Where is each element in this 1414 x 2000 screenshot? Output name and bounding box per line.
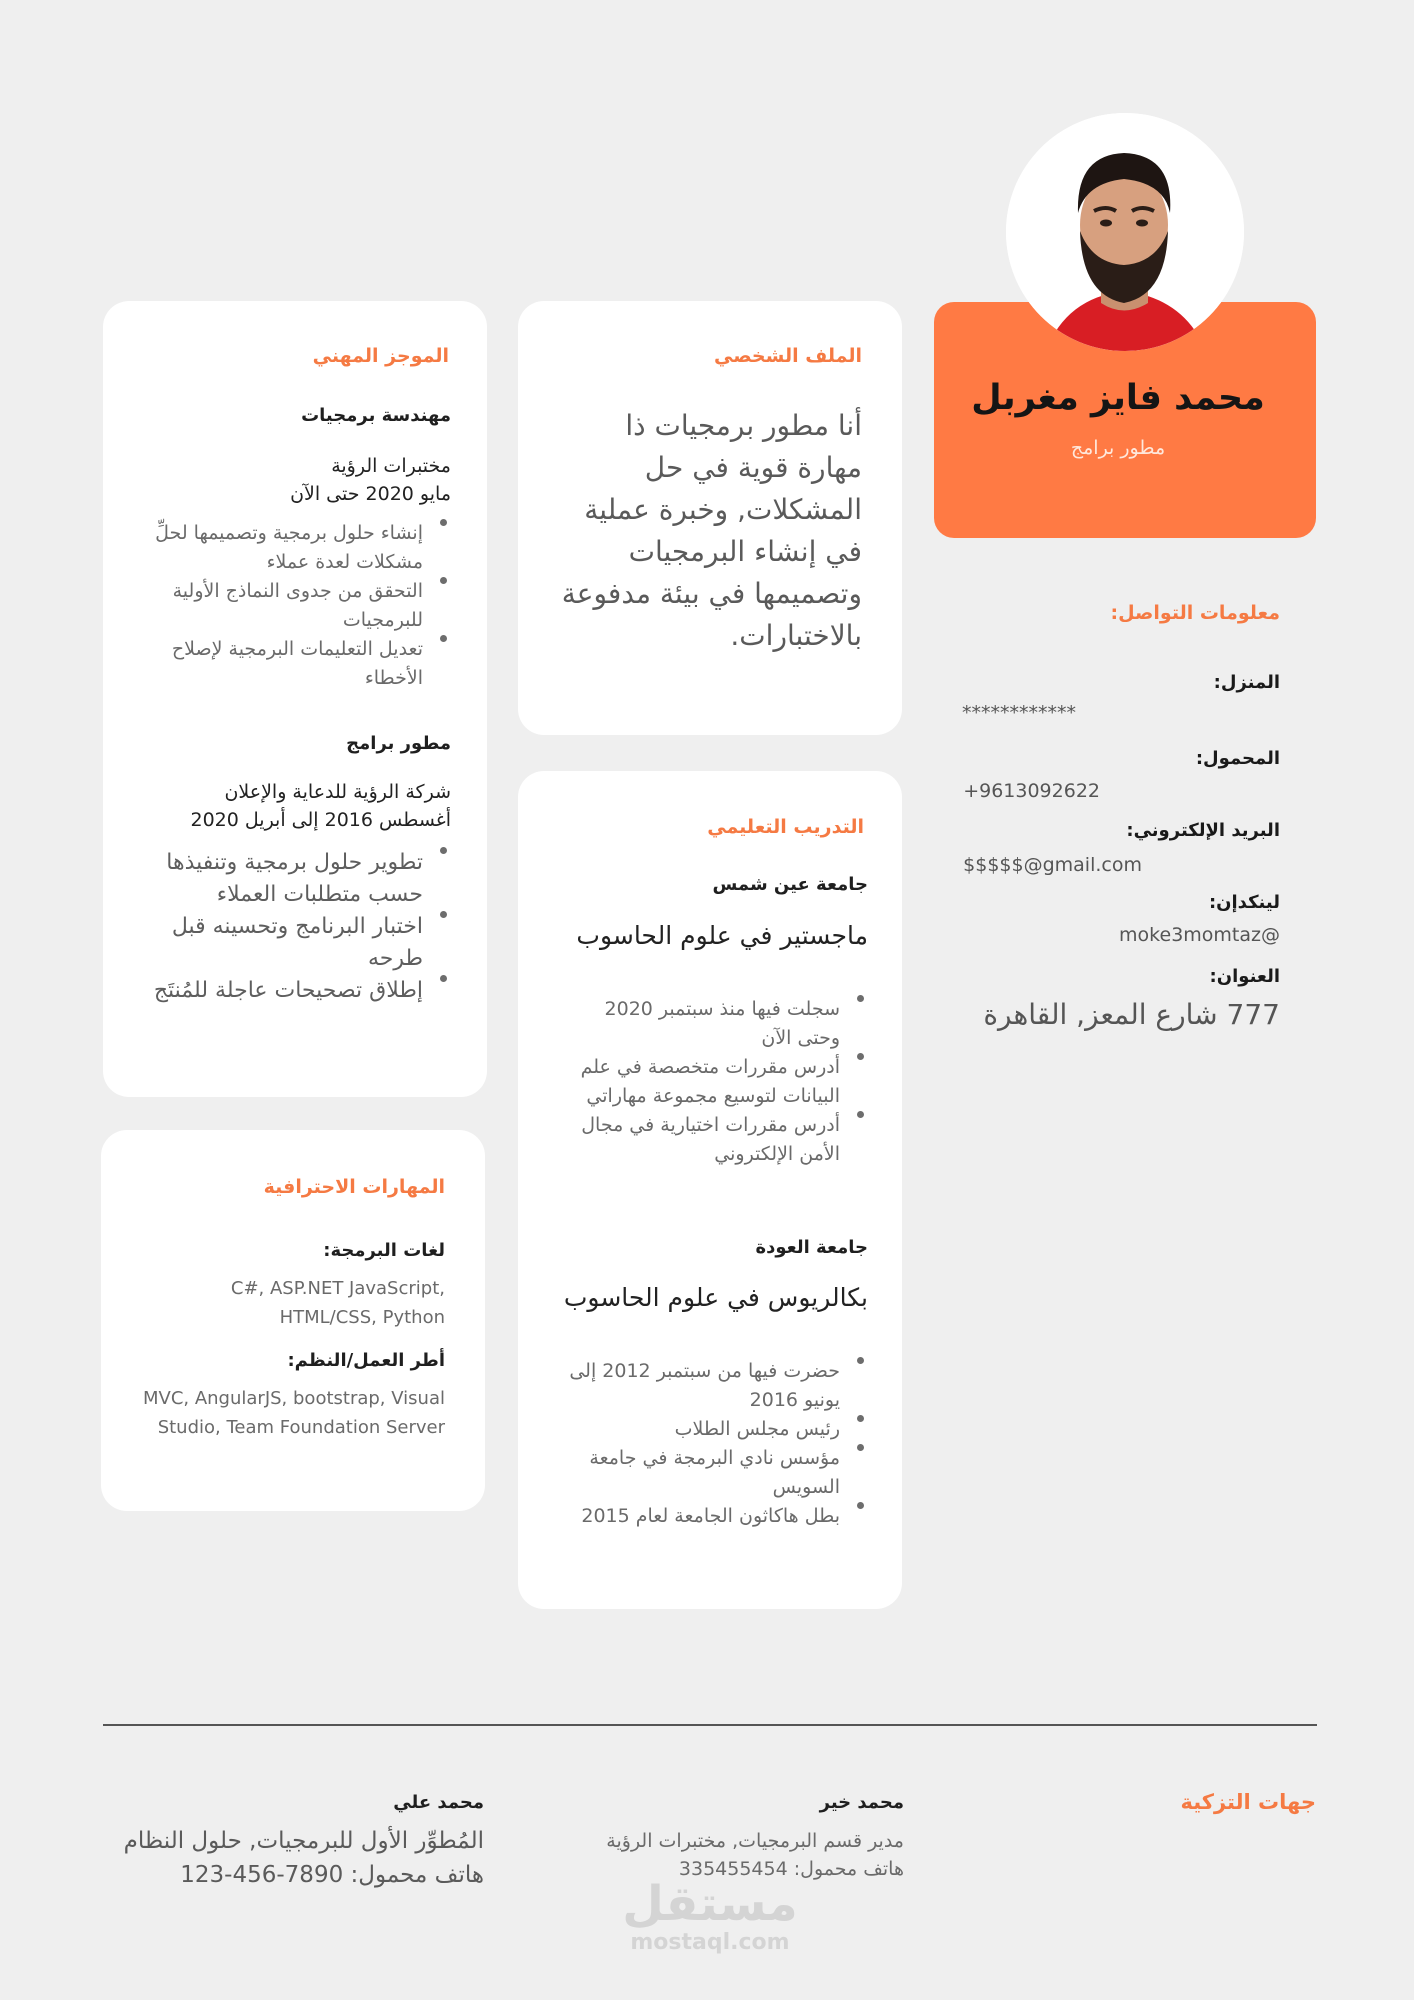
home-value: ************ — [962, 702, 1076, 724]
profile-text: أنا مطور برمجيات ذا مهارة قوية في حل المشكلات, وخبرة عملية في إنشاء البرمجيات وتصميمها في بيئة مدفوعة بالاختبارات. — [561, 409, 862, 652]
school-bullets — [550, 1357, 840, 1531]
address-label: العنوان: — [1209, 966, 1280, 987]
job-period: أغسطس 2016 إلى أبريل 2020 — [190, 809, 451, 831]
watermark-brand: مستقل — [622, 1876, 798, 1932]
avatar — [1006, 113, 1244, 351]
list-item: مؤسس نادي البرمجة في جامعة السويس — [550, 1444, 840, 1502]
job-role: مهندسة برمجيات — [301, 405, 451, 426]
watermark-logo — [610, 1878, 810, 1955]
address-value: 777 شارع المعز, القاهرة — [983, 998, 1280, 1031]
email-value[interactable]: $$$$$@gmail.com — [963, 854, 1142, 876]
list-item: إنشاء حلول برمجية وتصميمها لحلِّ مشكلات لعدة عملاء — [133, 519, 423, 577]
list-item: حضرت فيها من سبتمبر 2012 إلى يونيو 2016 — [550, 1357, 840, 1415]
contact-title: معلومات التواصل: — [1110, 602, 1280, 624]
job-bullets — [133, 847, 423, 1007]
list-item: اختبار البرنامج وتحسينه قبل طرحه — [133, 911, 423, 975]
divider — [103, 1724, 1317, 1726]
linkedin-label: لينكدإن: — [1208, 892, 1280, 913]
list-item: أدرس مقررات اختيارية في مجال الأمن الإلكتروني — [560, 1111, 840, 1169]
watermark-site: mostaql.com — [630, 1930, 790, 1955]
home-label: المنزل: — [1213, 672, 1280, 693]
job-role: مطور برامج — [346, 733, 451, 754]
list-item: سجلت فيها منذ سبتمبر 2020 وحتى الآن — [560, 995, 840, 1053]
frameworks-value: MVC, AngularJS, bootstrap, Visual Studio, Team Foundation Server — [142, 1388, 445, 1438]
skills-title: المهارات الاحترافية — [263, 1176, 445, 1198]
languages-label: لغات البرمجة: — [323, 1240, 445, 1261]
job-bullets — [133, 519, 423, 693]
degree: ماجستير في علوم الحاسوب — [576, 921, 868, 950]
list-item: تطوير حلول برمجية وتنفيذها حسب متطلبات العملاء — [133, 847, 423, 911]
reference-phone: هاتف محمول: 335455454 — [678, 1858, 904, 1880]
job-period: مايو 2020 حتى الآن — [290, 483, 451, 505]
email-label: البريد الإلكتروني: — [1126, 820, 1280, 841]
mobile-value[interactable]: +9613092622 — [963, 780, 1100, 802]
full-name: محمد فايز مغربل — [971, 378, 1265, 418]
list-item: تعديل التعليمات البرمجية لإصلاح الأخطاء — [133, 635, 423, 693]
experience-title: الموجز المهني — [312, 345, 449, 367]
job-company: مختبرات الرؤية — [331, 455, 451, 477]
portrait-icon — [1006, 113, 1244, 351]
languages-value: C#, ASP.NET JavaScript, HTML/CSS, Python — [230, 1278, 445, 1328]
profile-title: الملف الشخصي — [713, 345, 862, 367]
reference-role: مدير قسم البرمجيات, مختبرات الرؤية — [606, 1830, 904, 1852]
linkedin-value[interactable]: moke3momtaz@ — [1119, 924, 1280, 946]
profile-card — [518, 301, 902, 735]
reference-name: محمد علي — [393, 1792, 484, 1813]
list-item: رئيس مجلس الطلاب — [550, 1415, 840, 1444]
list-item: أدرس مقررات متخصصة في علم البيانات لتوسيع مجموعة مهاراتي — [560, 1053, 840, 1111]
reference-role: المُطوِّر الأول للبرمجيات, حلول النظام — [123, 1828, 484, 1854]
job-title: مطور برامج — [1070, 437, 1166, 459]
school-bullets — [560, 995, 840, 1169]
list-item: التحقق من جدوى النماذج الأولية للبرمجيات — [133, 577, 423, 635]
school-name: جامعة عين شمس — [712, 874, 868, 895]
references-title: جهات التزكية — [1180, 1790, 1316, 1814]
job-company: شركة الرؤية للدعاية والإعلان — [224, 781, 451, 803]
education-title: التدريب التعليمي — [707, 816, 864, 838]
school-name: جامعة العودة — [755, 1237, 868, 1258]
skills-card — [101, 1130, 485, 1511]
list-item: بطل هاكاثون الجامعة لعام 2015 — [550, 1502, 840, 1531]
reference-phone: هاتف محمول: 7890-456-123 — [180, 1862, 484, 1888]
reference-name: محمد خير — [819, 1792, 904, 1813]
degree: بكالريوس في علوم الحاسوب — [563, 1283, 868, 1312]
frameworks-label: أطر العمل/النظم: — [287, 1350, 445, 1371]
mobile-label: المحمول: — [1195, 748, 1280, 769]
education-card — [518, 771, 902, 1609]
experience-card — [103, 301, 487, 1097]
list-item: إطلاق تصحيحات عاجلة للمُنتَج — [133, 975, 423, 1007]
